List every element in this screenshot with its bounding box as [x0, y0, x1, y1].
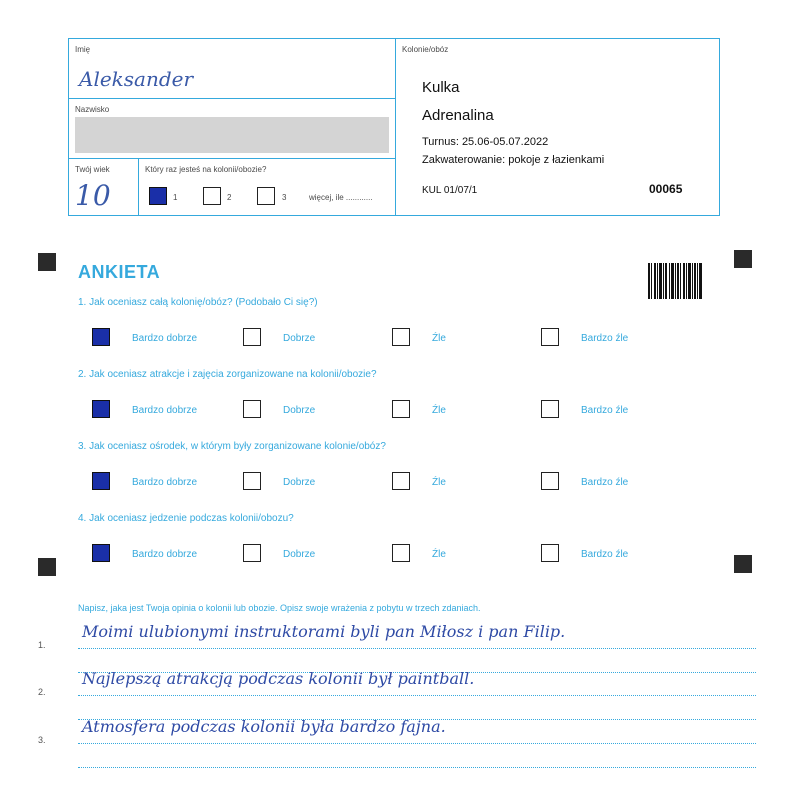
question-2-text: 2. Jak oceniasz atrakcje i zajęcia zorganizowane na kolonii/obozie? [78, 369, 377, 380]
survey-title: ANKIETA [78, 262, 161, 282]
times-checkbox-3[interactable] [257, 187, 275, 205]
question-1-option-label: Bardzo źle [581, 333, 629, 344]
question-3-checkbox-4[interactable] [541, 472, 559, 490]
question-2-option-label: Bardzo źle [581, 405, 629, 416]
line-number: 3. [38, 735, 46, 745]
alignment-marker [734, 555, 752, 573]
turnus-text: Turnus: 25.06-05.07.2022 [422, 136, 549, 148]
opinion-answer-3[interactable]: Atmosfera podczas kolonii była bardzo fajna. [82, 717, 446, 736]
question-2-checkbox-1[interactable] [92, 400, 110, 418]
question-4-checkbox-1[interactable] [92, 544, 110, 562]
dotted-writing-line [78, 648, 756, 649]
age-cell [69, 159, 139, 215]
line-number: 2. [38, 687, 46, 697]
times-label: Który raz jesteś na kolonii/obozie? [145, 165, 267, 174]
question-4-checkbox-2[interactable] [243, 544, 261, 562]
question-3-option-label: Źle [432, 477, 446, 488]
form-number: 00065 [649, 182, 683, 196]
question-2-option-label: Źle [432, 405, 446, 416]
last-name-label: Nazwisko [75, 105, 110, 114]
question-3-option-label: Dobrze [283, 477, 316, 488]
times-option-2: 2 [227, 193, 232, 202]
question-1-option-label: Dobrze [283, 333, 316, 344]
question-1-checkbox-2[interactable] [243, 328, 261, 346]
question-4-option-label: Bardzo źle [581, 549, 629, 560]
age-field[interactable]: 10 [75, 179, 111, 212]
question-1-checkbox-3[interactable] [392, 328, 410, 346]
question-4-checkbox-4[interactable] [541, 544, 559, 562]
redacted-last-name [75, 117, 389, 153]
question-3-option-label: Bardzo dobrze [132, 477, 198, 488]
dotted-writing-line [78, 743, 756, 744]
question-3-text: 3. Jak oceniasz ośrodek, w którym były zorganizowane kolonie/obóz? [78, 441, 386, 452]
first-name-field[interactable]: Aleksander [79, 67, 194, 91]
last-name-cell [69, 99, 396, 159]
question-1-option-label: Bardzo dobrze [132, 333, 198, 344]
opinion-answer-1[interactable]: Moimi ulubionymi instruktorami byli pan Miłosz i pan Filip. [82, 622, 566, 641]
first-name-cell [69, 39, 396, 99]
question-3-checkbox-1[interactable] [92, 472, 110, 490]
opinion-prompt: Napisz, jaka jest Twoja opinia o kolonii lub obozie. Opisz swoje wrażenia z pobytu w trzech zdaniach. [78, 603, 481, 613]
barcode [648, 263, 702, 299]
personal-info-table [68, 38, 720, 216]
times-cell [139, 159, 396, 215]
question-1-option-label: Źle [432, 333, 446, 344]
times-checkbox-1[interactable] [149, 187, 167, 205]
question-4-checkbox-3[interactable] [392, 544, 410, 562]
alignment-marker [38, 253, 56, 271]
question-1-checkbox-4[interactable] [541, 328, 559, 346]
accommodation-text: Zakwaterowanie: pokoje z łazienkami [422, 154, 605, 166]
camp-info-cell [396, 39, 718, 215]
question-2-checkbox-2[interactable] [243, 400, 261, 418]
question-2-checkbox-4[interactable] [541, 400, 559, 418]
camp-name: Kulka [422, 79, 460, 96]
question-4-option-label: Bardzo dobrze [132, 549, 198, 560]
times-checkbox-2[interactable] [203, 187, 221, 205]
question-2-checkbox-3[interactable] [392, 400, 410, 418]
opinion-answer-2[interactable]: Najlepszą atrakcją podczas kolonii był paintball. [82, 669, 475, 688]
question-4-option-label: Dobrze [283, 549, 316, 560]
dotted-writing-line [78, 695, 756, 696]
times-option-3: 3 [282, 193, 287, 202]
dotted-writing-line [78, 767, 756, 768]
times-option-more: więcej, ile ............ [309, 193, 373, 202]
camp-program: Adrenalina [422, 107, 494, 124]
question-3-option-label: Bardzo źle [581, 477, 629, 488]
question-3-checkbox-3[interactable] [392, 472, 410, 490]
question-1-checkbox-1[interactable] [92, 328, 110, 346]
times-option-1: 1 [173, 193, 178, 202]
question-2-option-label: Bardzo dobrze [132, 405, 198, 416]
question-1-text: 1. Jak oceniasz całą kolonię/obóz? (Podobało Ci się?) [78, 297, 318, 308]
question-3-checkbox-2[interactable] [243, 472, 261, 490]
question-4-option-label: Źle [432, 549, 446, 560]
alignment-marker [38, 558, 56, 576]
age-label: Twój wiek [75, 165, 110, 174]
line-number: 1. [38, 640, 46, 650]
camp-label: Kolonie/obóz [402, 45, 449, 54]
camp-code: KUL 01/07/1 [422, 185, 478, 196]
question-4-text: 4. Jak oceniasz jedzenie podczas kolonii/obozu? [78, 513, 294, 524]
question-2-option-label: Dobrze [283, 405, 316, 416]
alignment-marker [734, 250, 752, 268]
first-name-label: Imię [75, 45, 91, 54]
